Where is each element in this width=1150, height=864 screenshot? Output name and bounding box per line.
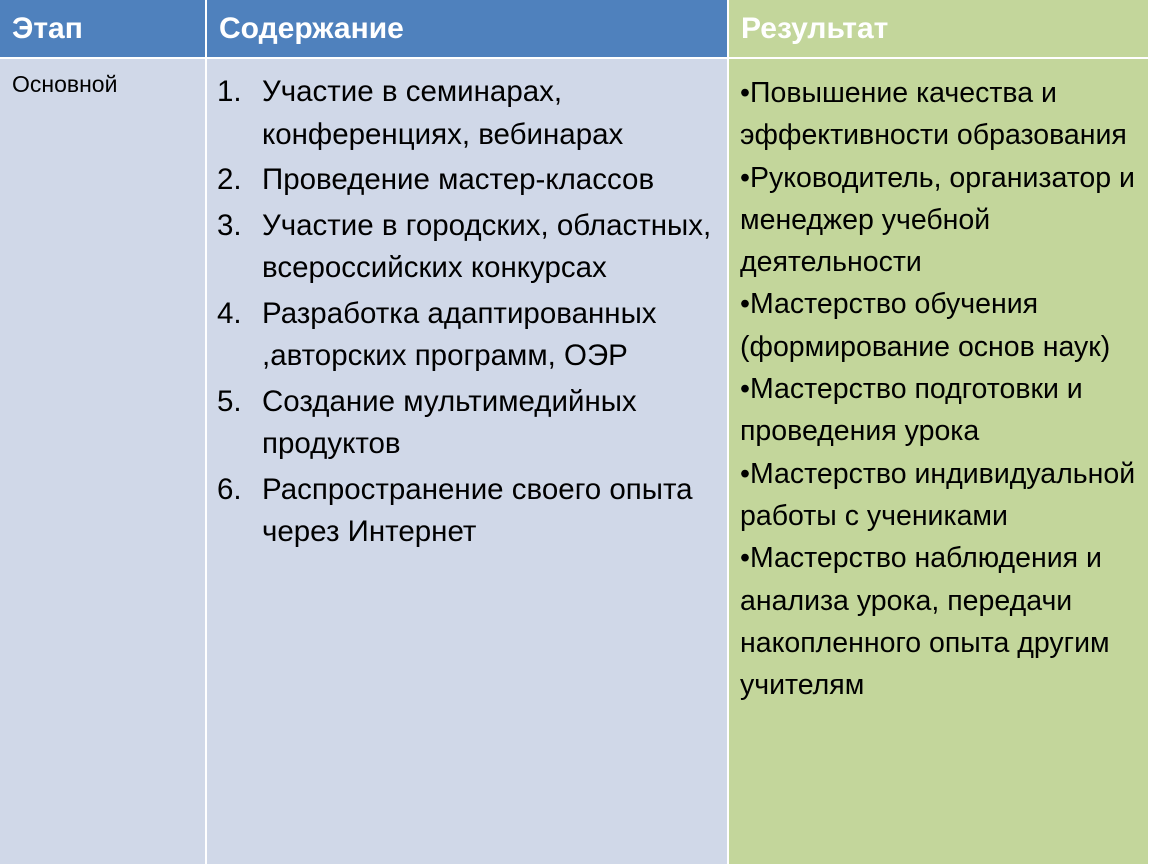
content-item-text: Участие в семинарах, конференциях, вебинарах	[262, 75, 624, 151]
content-item	[217, 469, 727, 554]
content-item-number: 2.	[217, 163, 242, 196]
result-item: •Мастерство обучения (формирование основ наук)	[740, 288, 1111, 363]
content-item	[217, 159, 727, 202]
result-item: •Мастерство подготовки и проведения урока	[740, 373, 1083, 448]
content-cell	[207, 59, 727, 864]
result-list	[740, 72, 1148, 706]
content-list	[217, 71, 727, 554]
content-item-number: 1.	[217, 75, 242, 108]
header-result: Результат	[729, 0, 1148, 57]
result-item: •Мастерство индивидуальной работы с учениками	[740, 457, 1136, 532]
content-item-number: 3.	[217, 208, 242, 242]
content-item	[217, 293, 727, 378]
result-item: •Повышение качества и эффективности образования	[740, 77, 1127, 152]
content-item-text: Разработка адаптированных ,авторских программ, ОЭР	[262, 296, 657, 372]
result-item: •Руководитель, организатор и менеджер учебной деятельности	[740, 161, 1135, 279]
content-item	[217, 205, 727, 290]
content-item-text: Проведение мастер-классов	[262, 163, 655, 196]
content-item-text: Распространение своего опыта через Интернет	[262, 472, 693, 548]
stage-cell: Основной	[0, 59, 205, 864]
result-cell	[729, 59, 1148, 864]
content-item-text: Создание мультимедийных продуктов	[262, 384, 637, 460]
content-item-number: 6.	[217, 472, 242, 506]
result-item: •Мастерство наблюдения и анализа урока, передачи накопленного опыта другим учителям	[740, 542, 1110, 702]
content-item	[217, 71, 727, 156]
header-stage: Этап	[0, 0, 205, 57]
content-item-number: 4.	[217, 296, 242, 330]
header-content: Содержание	[207, 0, 727, 57]
content-item-text: Участие в городских, областных, всероссийских конкурсах	[262, 208, 712, 284]
content-item-number: 5.	[217, 384, 242, 418]
content-item	[217, 381, 727, 466]
